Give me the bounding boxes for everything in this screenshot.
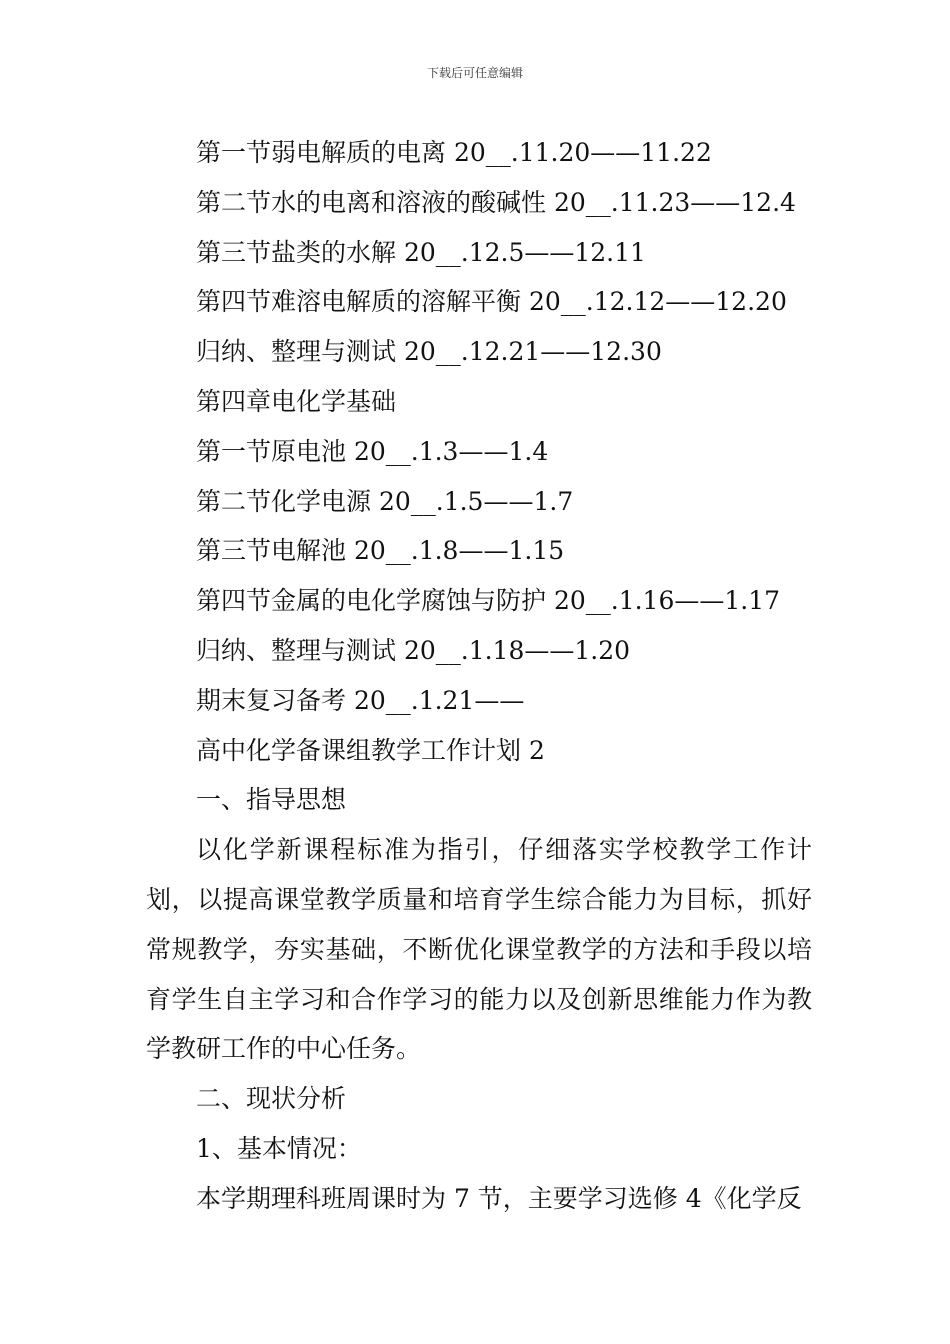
section-heading-guiding-thought: 一、指导思想 [196,785,347,815]
schedule-line: 第一节原电池 20__.1.3——1.4 [196,436,549,466]
schedule-line: 归纳、整理与测试 20__.1.18——1.20 [196,635,631,665]
schedule-line: 归纳、整理与测试 20__.12.21——12.30 [196,337,662,367]
basic-situation-paragraph: 本学期理科班周课时为 7 节，主要学习选修 4《化学反 [196,1183,802,1213]
chapter-heading: 第四章电化学基础 [196,386,397,416]
schedule-line: 第三节电解池 20__.1.8——1.15 [196,536,565,566]
schedule-line: 第三节盐类的水解 20__.12.5——12.11 [196,237,646,267]
schedule-line: 第四节金属的电化学腐蚀与防护 20__.1.16——1.17 [196,586,781,616]
subsection-heading-basic-situation: 1、基本情况： [196,1133,362,1163]
document-body [146,128,812,1224]
guiding-thought-paragraph: 以化学新课程标准为指引，仔细落实学校教学工作计划，以提高课堂教学质量和培育学生综合能力为目标，抓好常规教学，夯实基础，不断优化课堂教学的方法和手段以培育学生自主学习和合作学习的能力以及创新思维能力作为教学教研工作的中心任务。 [146,835,812,1064]
schedule-line: 第一节弱电解质的电离 20__.11.20——11.22 [196,138,712,167]
schedule-line: 第四节难溶电解质的溶解平衡 20__.12.12——12.20 [196,287,787,317]
plan-title: 高中化学备课组教学工作计划 2 [196,735,545,765]
header-note: 下载后可任意编辑 [426,66,523,80]
schedule-line: 第二节化学电源 20__.1.5——1.7 [196,486,574,516]
section-heading-status-analysis: 二、现状分析 [196,1084,347,1114]
schedule-line: 第二节水的电离和溶液的酸碱性 20__.11.23——12.4 [196,187,796,217]
schedule-line: 期末复习备考 20__.1.21—— [196,685,525,715]
